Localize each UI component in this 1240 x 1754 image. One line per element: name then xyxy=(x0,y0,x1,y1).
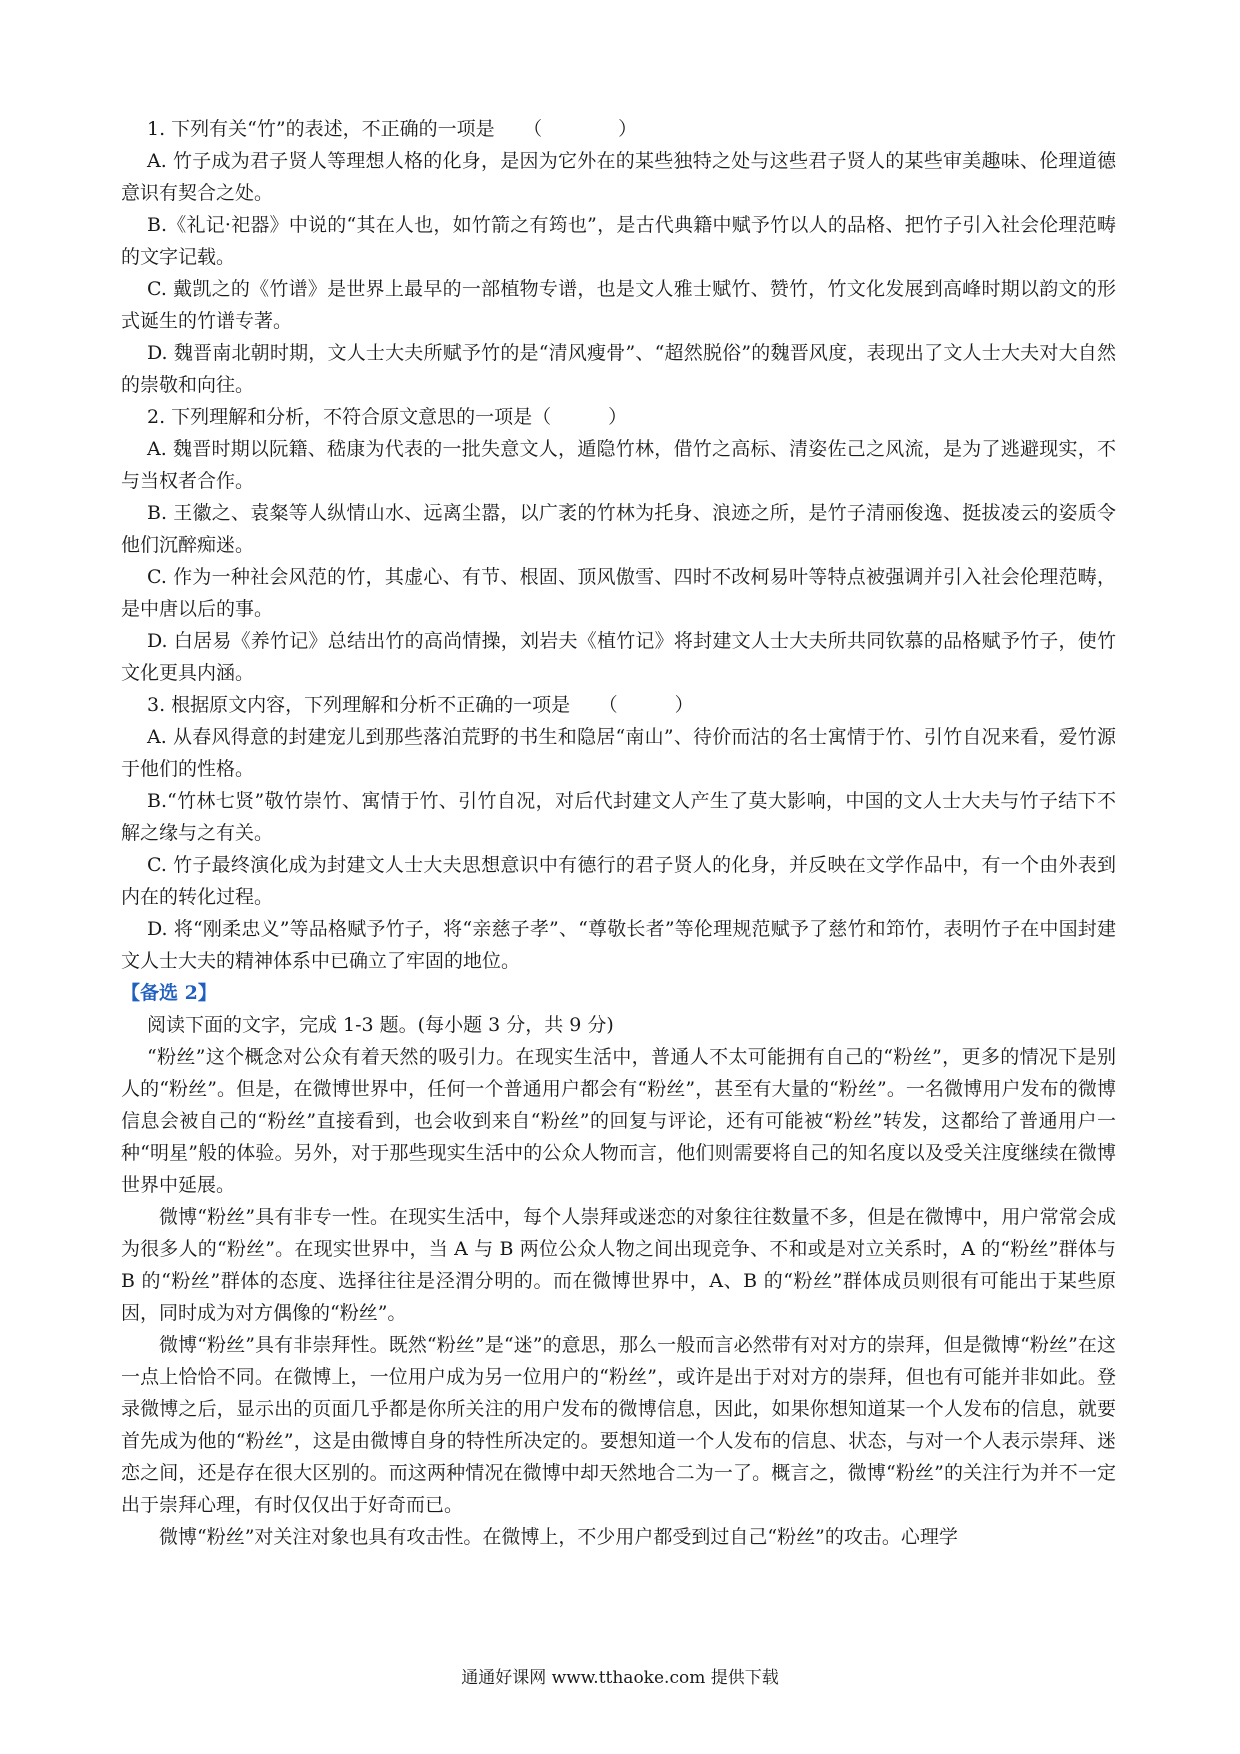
question-1-option-a: A. 竹子成为君子贤人等理想人格的化身，是因为它外在的某些独特之处与这些君子贤人的某些审美趣味、伦理道德意识有契合之处。 xyxy=(121,150,1116,204)
section-heading-alt-2: 【备选 2】 xyxy=(121,982,217,1004)
question-3-option-a: A. 从春风得意的封建宠儿到那些落泊荒野的书生和隐居“南山”、待价而沽的名士寓情于竹、引竹自况来看，爱竹源于他们的性格。 xyxy=(121,726,1116,780)
reading-instructions: 阅读下面的文字，完成 1-3 题。(每小题 3 分，共 9 分) xyxy=(147,1014,614,1036)
question-3-stem: 3. 根据原文内容，下列理解和分析不正确的一项是 （ ） xyxy=(147,694,694,716)
question-1-option-c: C. 戴凯之的《竹谱》是世界上最早的一部植物专谱，也是文人雅士赋竹、赞竹，竹文化发展到高峰时期以韵文的形式诞生的竹谱专著。 xyxy=(121,278,1116,332)
question-3-option-b: B.“竹林七贤”敬竹崇竹、寓情于竹、引竹自况，对后代封建文人产生了莫大影响，中国的文人士大夫与竹子结下不解之缘与之有关。 xyxy=(121,790,1116,844)
question-2-option-b: B. 王徽之、袁粲等人纵情山水、远离尘嚣，以广袤的竹林为托身、浪迹之所，是竹子清丽俊逸、挺拔凌云的姿质令他们沉醉痴迷。 xyxy=(121,502,1116,556)
question-2-option-c: C. 作为一种社会风范的竹，其虚心、有节、根固、顶风傲雪、四时不改柯易叶等特点被强调并引入社会伦理范畴，是中唐以后的事。 xyxy=(121,566,1116,620)
question-2-option-d: D. 白居易《养竹记》总结出竹的高尚情操，刘岩夫《植竹记》将封建文人士大夫所共同钦慕的品格赋予竹子，使竹文化更具内涵。 xyxy=(121,630,1116,684)
passage-paragraph: 微博“粉丝”具有非专一性。在现实生活中，每个人崇拜或迷恋的对象往往数量不多，但是在微博中，用户常常会成为很多人的“粉丝”。在现实世界中，当 A 与 B 两位公众人物之间出现竞争、不和或是对立关系时，A 的“粉丝”群体与 B 的“粉丝”群体的态度、选择往往是泾渭分明的。而在微博世界中，A、B 的“粉丝”群体成员则很有可能出于某些原因，同时成为对方偶像的“粉丝”。 xyxy=(121,1206,1116,1324)
question-2-stem: 2. 下列理解和分析，不符合原文意思的一项是（ ） xyxy=(147,406,628,428)
question-2-option-a: A. 魏晋时期以阮籍、嵇康为代表的一批失意文人，遁隐竹林，借竹之高标、清姿佐己之风流，是为了逃避现实，不与当权者合作。 xyxy=(121,438,1116,492)
passage-paragraph: 微博“粉丝”具有非崇拜性。既然“粉丝”是“迷”的意思，那么一般而言必然带有对对方的崇拜，但是微博“粉丝”在这一点上恰恰不同。在微博上，一位用户成为另一位用户的“粉丝”，或许是出于对对方的崇拜，但也有可能并非如此。登录微博之后，显示出的页面几乎都是你所关注的用户发布的微博信息，因此，如果你想知道某一个人发布的信息，就要首先成为他的“粉丝”，这是由微博自身的特性所决定的。要想知道一个人发布的信息、状态，与对一个人表示崇拜、迷恋之间，还是存在很大区别的。而这两种情况在微博中却天然地合二为一了。概言之，微博“粉丝”的关注行为并不一定出于崇拜心理，有时仅仅出于好奇而已。 xyxy=(121,1334,1116,1516)
page-footer: 通通好课网 www.tthaoke.com 提供下载 xyxy=(461,1668,779,1688)
passage-paragraph: “粉丝”这个概念对公众有着天然的吸引力。在现实生活中，普通人不太可能拥有自己的“粉丝”，更多的情况下是别人的“粉丝”。但是，在微博世界中，任何一个普通用户都会有“粉丝”，甚至有大量的“粉丝”。一名微博用户发布的微博信息会被自己的“粉丝”直接看到，也会收到来自“粉丝”的回复与评论，还有可能被“粉丝”转发，这都给了普通用户一种“明星”般的体验。另外，对于那些现实生活中的公众人物而言，他们则需要将自己的知名度以及受关注度继续在微博世界中延展。 xyxy=(121,1046,1116,1196)
question-1-option-b: B.《礼记·祀器》中说的“其在人也，如竹箭之有筠也”，是古代典籍中赋予竹以人的品格、把竹子引入社会伦理范畴的文字记载。 xyxy=(121,214,1116,268)
question-3-option-d: D. 将“刚柔忠义”等品格赋予竹子，将“亲慈子孝”、“尊敬长者”等伦理规范赋予了慈竹和笻竹，表明竹子在中国封建文人士大夫的精神体系中已确立了牢固的地位。 xyxy=(121,918,1116,972)
question-1-option-d: D. 魏晋南北朝时期，文人士大夫所赋予竹的是“清风瘦骨”、“超然脱俗”的魏晋风度，表现出了文人士大夫对大自然的崇敬和向往。 xyxy=(121,342,1116,396)
document-body xyxy=(121,113,1116,1553)
question-3-option-c: C. 竹子最终演化成为封建文人士大夫思想意识中有德行的君子贤人的化身，并反映在文学作品中，有一个由外表到内在的转化过程。 xyxy=(121,854,1116,908)
question-1-stem: 1. 下列有关“竹”的表述，不正确的一项是 （ ） xyxy=(147,118,638,140)
passage-paragraph: 微博“粉丝”对关注对象也具有攻击性。在微博上，不少用户都受到过自己“粉丝”的攻击。心理学 xyxy=(159,1526,958,1548)
